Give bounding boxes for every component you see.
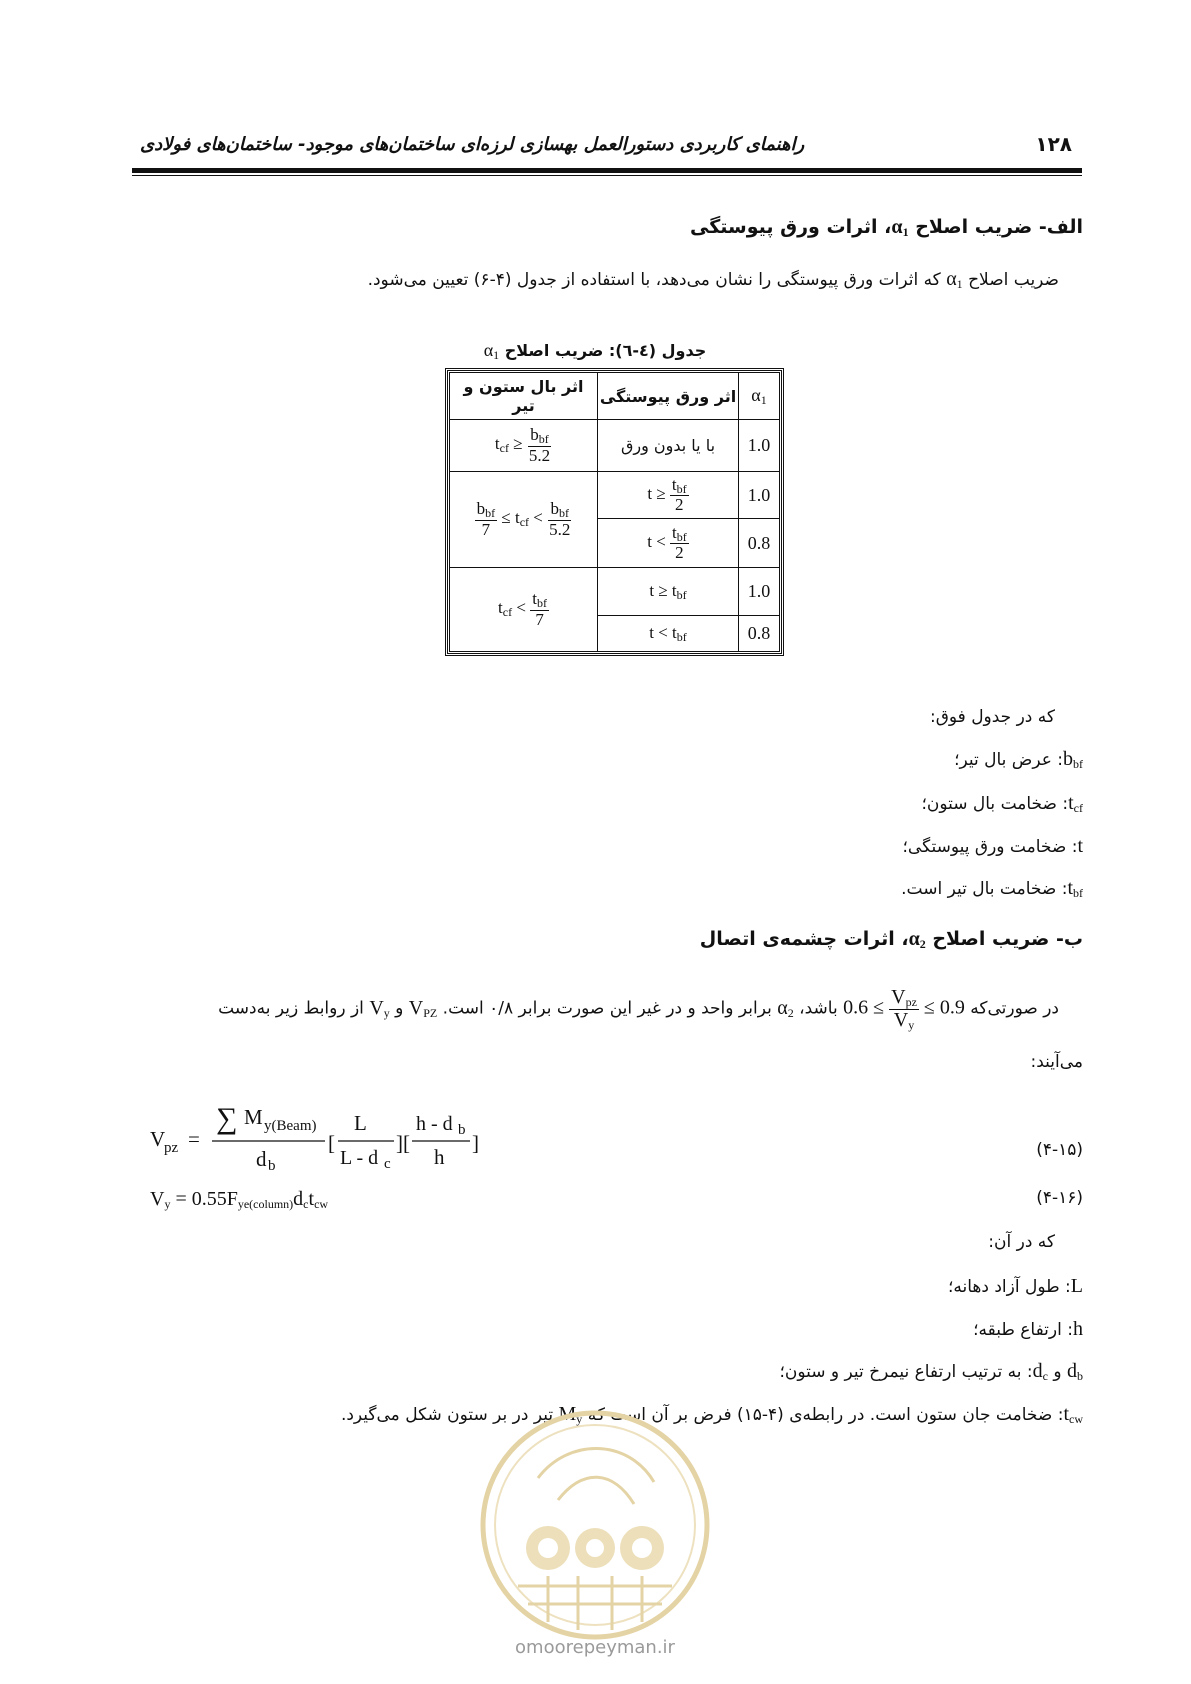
section-b-paragraph: در صورتی‌که 0.6 ≤ $\frac{V_{pz}}{V_y}$ ≤ 0.9 باشد، $\alpha_2$ برابر واحد و در غیر این صورت برابر ۰/۸ است. $V_{PZ}$ و $V_y$ از روابط زیر به‌دست [218, 986, 1059, 1032]
def-L: L: طول آزاد دهانه؛ [947, 1275, 1083, 1297]
watermark-logo [478, 1408, 712, 1642]
svg-text:∑: ∑ [216, 1102, 238, 1135]
def-db-dc: $d_b$ و $d_c$: به ترتیب ارتفاع نیمرخ تیر و ستون؛ [779, 1360, 1083, 1383]
table-cell-alpha-3: 0.8 [739, 519, 780, 568]
equation-4-15 [150, 1098, 510, 1178]
svg-text:L: L [354, 1111, 367, 1135]
svg-text:V: V [150, 1127, 166, 1151]
def-h: h: ارتفاع طبقه؛ [973, 1318, 1083, 1340]
def-t: t: ضخامت ورق پیوستگی؛ [902, 835, 1083, 857]
table-header-flange: اثر بال ستون و تیر [450, 373, 598, 420]
table-cell-web-1: با یا بدون ورق [598, 420, 739, 472]
running-header [132, 126, 1082, 166]
table-cell-web-4: $t \ge t_{bf}$ [598, 568, 739, 616]
section-a-paragraph: ضریب اصلاح $\alpha_1$ که اثرات ورق پیوستگی را نشان می‌دهد، با استفاده از جدول (۴-۶) تعیین می‌شود. [367, 268, 1059, 291]
svg-text:M: M [244, 1105, 263, 1129]
def-tcw: $t_{cw}$: ضخامت جان ستون است. در رابطه‌ی (۴-۱۵) فرض بر آن است که $M_y$ تیر در بر ستون شکل می‌گیرد. [340, 1403, 1083, 1426]
table-cell-web-3: t < $\frac{t_{bf}}{2}$ [598, 519, 739, 568]
equation-4-16: $V_y = 0.55F_{ye(column)}d_ct_{cw}$ [150, 1188, 329, 1211]
svg-text:b: b [458, 1122, 466, 1138]
watermark-url: omoorepeyman.ir [515, 1637, 675, 1658]
table-cell-web-5: $t < t_{bf}$ [598, 616, 739, 652]
table-caption: جدول (٤-٦): ضریب اصلاح $\alpha_1$ [483, 340, 707, 362]
running-title: راهنمای کاربردی دستورالعمل بهسازی لرزه‌ای ساختمان‌های موجود- ساختمان‌های فولادی [140, 134, 805, 155]
table-cell-alpha-5: 0.8 [739, 616, 780, 652]
svg-text:c: c [384, 1156, 391, 1172]
table-cell-flange-2: $\frac{b_{bf}}{7}$ ≤ $t_{cf}$ < $\frac{b_{bf}}{5.2}$ [450, 472, 598, 568]
svg-text:][: ][ [396, 1131, 410, 1155]
def-bbf: $b_{bf}$: عرض بال تیر؛ [954, 748, 1083, 771]
svg-text:y(Beam): y(Beam) [264, 1118, 317, 1134]
svg-text:d: d [256, 1147, 267, 1171]
section-b-paragraph-line2: می‌آیند: [1030, 1052, 1083, 1072]
table-cell-web-2: t ≥ $\frac{t_{bf}}{2}$ [598, 472, 739, 519]
svg-text:]: ] [472, 1131, 479, 1155]
equation-4-15-graphic [150, 1098, 510, 1172]
def-tbf: $t_{bf}$: ضخامت بال تیر است. [901, 877, 1083, 900]
alpha1-table [445, 368, 784, 656]
table-cell-flange-3: $t_{cf}$ < $\frac{t_{bf}}{7}$ [450, 568, 598, 652]
def-tcf: $t_{cf}$: ضخامت بال ستون؛ [921, 792, 1083, 815]
table-cell-alpha-4: 1.0 [739, 568, 780, 616]
table-cell-alpha-1: 1.0 [739, 420, 780, 472]
equation-4-15-number: (۴-۱۵) [1036, 1140, 1083, 1160]
definitions-a-intro: که در جدول فوق: [929, 707, 1055, 727]
table-header-alpha: $\alpha_1$ [739, 373, 780, 420]
watermark-seal-icon [478, 1408, 712, 1642]
svg-text:L - d: L - d [340, 1147, 379, 1169]
svg-text:h: h [434, 1145, 445, 1169]
definitions-b-intro: که در آن: [988, 1232, 1055, 1252]
section-b-heading: ب- ضریب اصلاح $\alpha_2،$ اثرات چشمه‌ی اتصال [699, 928, 1083, 951]
page-number: ۱۲۸ [1035, 132, 1072, 156]
svg-text:=: = [188, 1127, 200, 1151]
svg-text:b: b [268, 1158, 276, 1172]
table-cell-flange-1: $t_{cf}$ ≥ $\frac{b_{bf}}{5.2}$ [450, 420, 598, 472]
table-cell-alpha-2: 1.0 [739, 472, 780, 519]
svg-text:[: [ [328, 1131, 335, 1155]
svg-text:pz: pz [164, 1140, 179, 1156]
section-a-heading: الف- ضریب اصلاح $\alpha_1،$ اثرات ورق پیوستگی [690, 216, 1083, 239]
header-rule [132, 168, 1082, 173]
header-rule-thin [132, 175, 1082, 176]
table-header-web: اثر ورق پیوستگی [598, 373, 739, 420]
svg-text:h - d: h - d [416, 1113, 453, 1135]
equation-4-16-number: (۴-۱۶) [1036, 1188, 1083, 1208]
